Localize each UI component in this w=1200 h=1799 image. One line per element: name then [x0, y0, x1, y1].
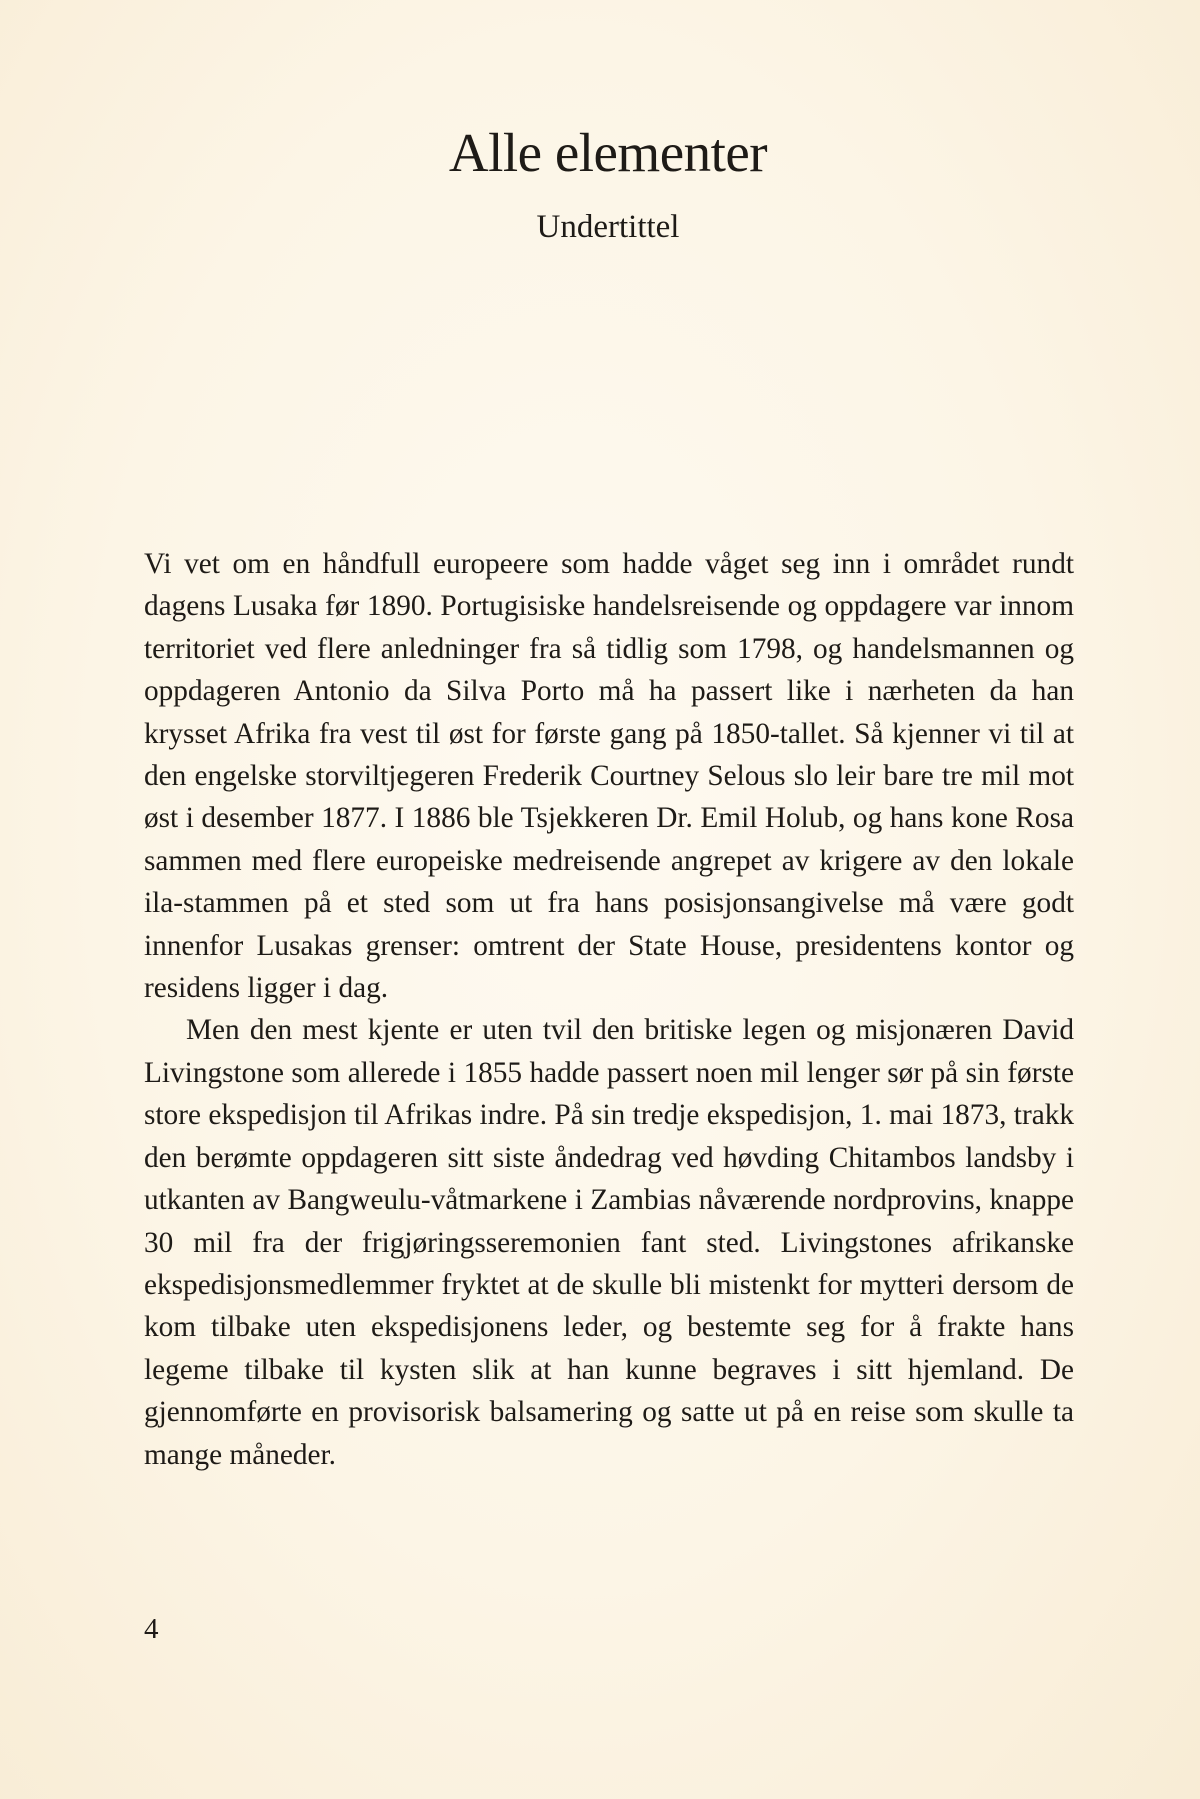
paragraph-2: Men den mest kjente er uten tvil den britiske legen og misjonæren David Livingstone som allerede i 1855 hadde passert noen mil lenger sør på sin første store ekspedisjon til Afrikas indre. På sin tredje ekspedisjon, 1. mai 1873, trakk den berømte oppdageren sitt siste åndedrag ved høvding Chitambos landsby i utkanten av Bangweulu-våtmarkene i Zambias nåværende nordprovins, knappe 30 mil fra der frigjøringsseremonien fant sted. Livingstones afrikanske ekspedisjonsmedlemmer fryktet at de skulle bli mistenkt for mytteri dersom de kom tilbake uten ekspedisjonens leder, og bestemte seg for å frakte hans legeme tilbake til kysten slik at han kunne begraves i sitt hjemland. De gjennomførte en provisorisk balsamering og satte ut på en reise som skulle ta mange måneder.: [144, 1014, 1074, 1471]
page-subtitle: Undertittel: [536, 209, 680, 245]
body-text: [144, 543, 1074, 1476]
page-title: Alle elementer: [448, 122, 768, 183]
paragraph-1: Vi vet om en håndfull europeere som hadde våget seg inn i området rundt dagens Lusaka før 1890. Portugisiske handelsreisende og oppdagere var innom territoriet ved flere anledninger fra så tidlig som 1798, og handelsmannen og oppdageren Antonio da Silva Porto må ha passert like i nærheten da han krysset Afrika fra vest til øst for første gang på 1850-tallet. Så kjenner vi til at den engelske storviltjegeren Frederik Courtney Selous slo leir bare tre mil mot øst i desember 1877. I 1886 ble Tsjekkeren Dr. Emil Holub, og hans kone Rosa sammen med flere europeiske medreisende angrepet av krigere av den lokale ila-stammen på et sted som ut fra hans posisjonsangivelse må være godt innenfor Lusakas grenser: omtrent der State House, presidentens kontor og residens ligger i dag.: [144, 548, 1074, 1005]
page-number: 4: [144, 1613, 159, 1645]
